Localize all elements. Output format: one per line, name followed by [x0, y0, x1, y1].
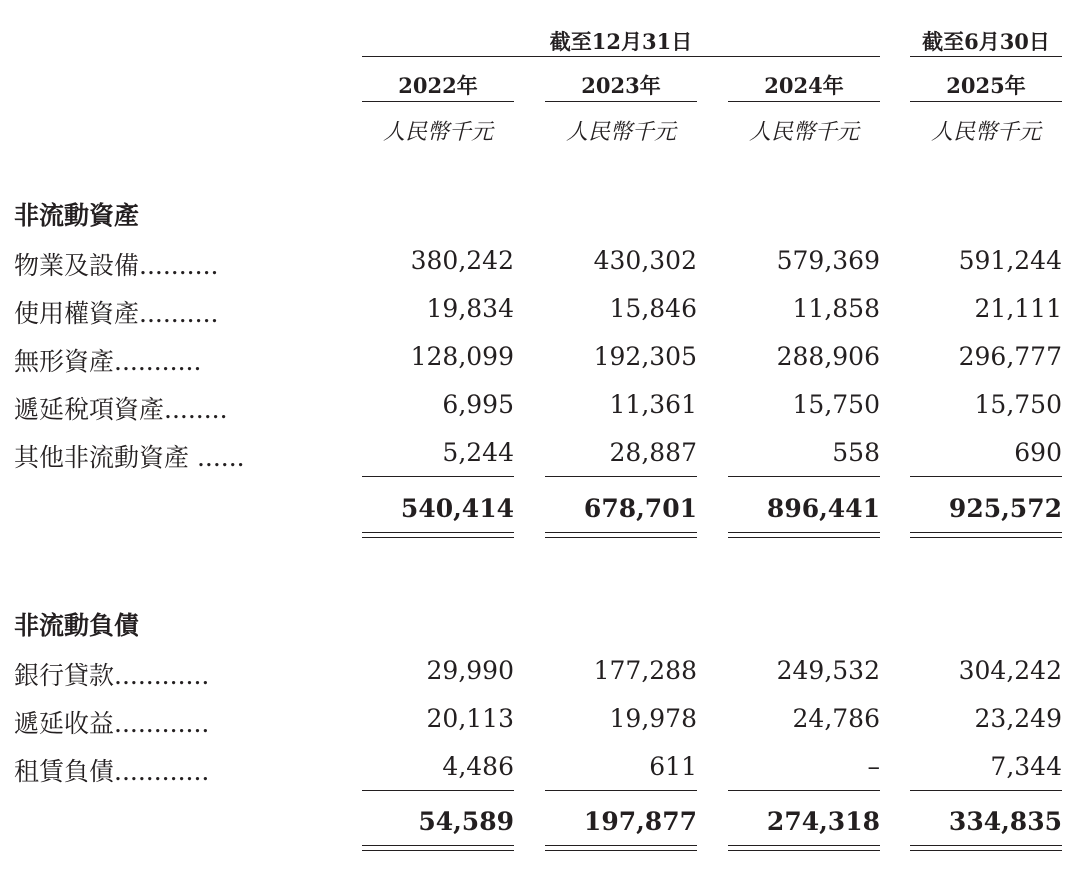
total-value: 896,441: [766, 494, 880, 523]
row-value: 380,242: [410, 246, 514, 275]
row-label: 銀行貸款............: [14, 661, 210, 690]
unit-2023: 人民幣千元: [565, 120, 676, 145]
row-value: 558: [832, 438, 880, 467]
total-double-rule: [545, 532, 697, 538]
row-value: 20,113: [426, 704, 514, 733]
row-value: 296,777: [958, 342, 1062, 371]
row-value: 690: [1014, 438, 1062, 467]
row-value: 24,786: [792, 704, 880, 733]
total-value: 540,414: [400, 494, 514, 523]
unit-2024: 人民幣千元: [748, 120, 859, 145]
subtotal-rule: [728, 476, 880, 477]
section-title-noncurrent-liabilities: 非流動負債: [14, 611, 140, 640]
row-value: 177,288: [593, 656, 697, 685]
header-group-dec31: 截至12月31日: [549, 29, 693, 54]
row-value: 7,344: [990, 752, 1062, 781]
total-double-rule: [910, 845, 1062, 851]
unit-2022: 人民幣千元: [382, 120, 493, 145]
subtotal-rule: [910, 790, 1062, 791]
row-label: 其他非流動資產 ......: [14, 443, 245, 472]
row-label: 使用權資產..........: [14, 299, 219, 328]
total-value: 274,318: [766, 807, 880, 836]
header-group-jun30-rule: [910, 56, 1062, 57]
row-label: 遞延稅項資產........: [14, 395, 228, 424]
year-rule-2022: [362, 101, 514, 102]
year-header-2024: 2024年: [764, 73, 844, 98]
header-group-dec31-rule: [362, 56, 880, 57]
total-double-rule: [910, 532, 1062, 538]
row-value: –: [867, 752, 880, 781]
year-header-2022: 2022年: [398, 73, 478, 98]
row-value: 192,305: [593, 342, 697, 371]
subtotal-rule: [545, 476, 697, 477]
unit-2025: 人民幣千元: [930, 120, 1041, 145]
total-double-rule: [545, 845, 697, 851]
subtotal-rule: [728, 790, 880, 791]
subtotal-rule: [910, 476, 1062, 477]
year-rule-2023: [545, 101, 697, 102]
total-value: 54,589: [418, 807, 514, 836]
total-double-rule: [362, 532, 514, 538]
year-header-2025: 2025年: [946, 73, 1026, 98]
row-value: 19,978: [609, 704, 697, 733]
year-header-2023: 2023年: [581, 73, 661, 98]
row-value: 15,846: [609, 294, 697, 323]
row-value: 611: [649, 752, 697, 781]
subtotal-rule: [545, 790, 697, 791]
total-value: 197,877: [583, 807, 697, 836]
row-value: 15,750: [792, 390, 880, 419]
row-value: 579,369: [776, 246, 880, 275]
row-value: 23,249: [974, 704, 1062, 733]
total-double-rule: [728, 532, 880, 538]
row-value: 21,111: [974, 294, 1062, 323]
row-value: 304,242: [958, 656, 1062, 685]
subtotal-rule: [362, 790, 514, 791]
row-value: 5,244: [442, 438, 514, 467]
total-double-rule: [362, 845, 514, 851]
total-value: 334,835: [948, 807, 1062, 836]
row-value: 11,858: [792, 294, 880, 323]
row-value: 28,887: [609, 438, 697, 467]
total-value: 678,701: [583, 494, 697, 523]
row-value: 591,244: [958, 246, 1062, 275]
total-double-rule: [728, 845, 880, 851]
header-group-jun30: 截至6月30日: [922, 29, 1050, 54]
row-value: 29,990: [426, 656, 514, 685]
row-value: 19,834: [426, 294, 514, 323]
row-value: 249,532: [776, 656, 880, 685]
year-rule-2025: [910, 101, 1062, 102]
row-value: 128,099: [410, 342, 514, 371]
row-label: 租賃負債............: [14, 757, 210, 786]
row-value: 15,750: [974, 390, 1062, 419]
row-label: 物業及設備..........: [14, 251, 219, 280]
row-value: 6,995: [442, 390, 514, 419]
row-value: 4,486: [442, 752, 514, 781]
row-value: 288,906: [776, 342, 880, 371]
row-value: 430,302: [593, 246, 697, 275]
row-label: 無形資產...........: [14, 347, 202, 376]
subtotal-rule: [362, 476, 514, 477]
total-value: 925,572: [948, 494, 1062, 523]
row-label: 遞延收益............: [14, 709, 210, 738]
row-value: 11,361: [609, 390, 697, 419]
year-rule-2024: [728, 101, 880, 102]
section-title-noncurrent-assets: 非流動資產: [14, 201, 140, 230]
